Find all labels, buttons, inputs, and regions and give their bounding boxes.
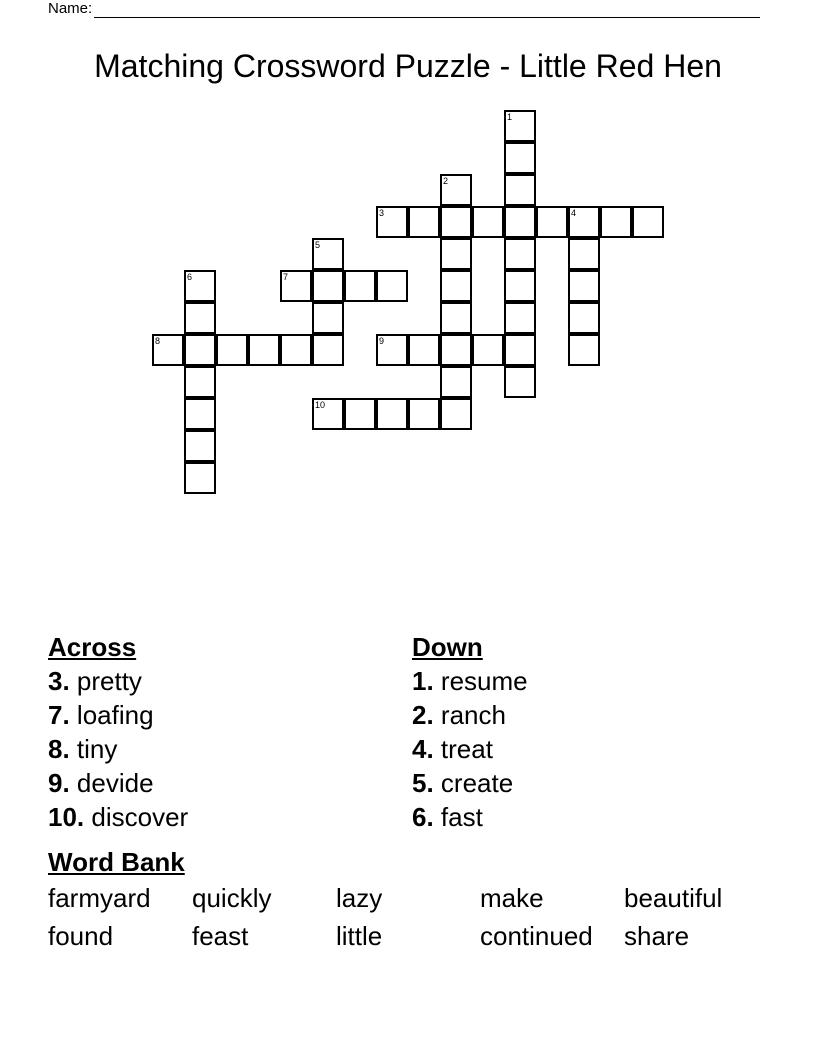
clue-number: 4 — [571, 208, 577, 218]
word-bank — [48, 845, 768, 955]
grid-cell[interactable] — [312, 270, 344, 302]
grid-cell[interactable] — [344, 398, 376, 430]
grid-cell[interactable] — [504, 238, 536, 270]
grid-cell[interactable] — [184, 398, 216, 430]
grid-cell[interactable] — [504, 334, 536, 366]
grid-cell[interactable] — [440, 366, 472, 398]
grid-cell[interactable] — [280, 270, 312, 302]
clue-text: discover — [84, 802, 189, 832]
clue-text: fast — [433, 802, 483, 832]
across-clues — [48, 630, 188, 834]
word-bank-word: beautiful — [624, 883, 723, 913]
grid-cell[interactable] — [568, 302, 600, 334]
clue-number: 10. — [48, 802, 85, 832]
clue-number: 8 — [155, 336, 161, 346]
name-label: Name: — [48, 0, 93, 17]
down-list — [412, 664, 528, 834]
clue-number: 4. — [412, 734, 434, 764]
grid-cell[interactable] — [376, 270, 408, 302]
word-bank-word: continued — [480, 921, 593, 951]
grid-cell[interactable] — [376, 206, 408, 238]
grid-cell[interactable] — [312, 302, 344, 334]
grid-cell[interactable] — [376, 334, 408, 366]
grid-cell[interactable] — [440, 270, 472, 302]
grid-cell[interactable] — [184, 462, 216, 494]
clue-text: resume — [433, 666, 528, 696]
clue-item — [48, 800, 188, 834]
grid-cell[interactable] — [312, 398, 344, 430]
grid-cell[interactable] — [504, 174, 536, 206]
grid-cell[interactable] — [312, 238, 344, 270]
clue-number: 6. — [412, 802, 434, 832]
grid-cell[interactable] — [600, 206, 632, 238]
page-title: Matching Crossword Puzzle - Little Red Hen — [94, 48, 722, 84]
clue-number: 1 — [507, 112, 513, 122]
clue-item — [412, 698, 528, 732]
grid-cell[interactable] — [440, 206, 472, 238]
grid-cell[interactable] — [440, 334, 472, 366]
grid-cell[interactable] — [568, 206, 600, 238]
clue-text: tiny — [69, 734, 118, 764]
clue-item — [48, 766, 188, 800]
word-bank-word: quickly — [192, 883, 272, 913]
clue-number: 7 — [283, 272, 289, 282]
grid-cell[interactable] — [504, 366, 536, 398]
grid-cell[interactable] — [440, 238, 472, 270]
clue-text: create — [433, 768, 514, 798]
word-bank-word: farmyard — [48, 883, 151, 913]
grid-cell[interactable] — [408, 206, 440, 238]
grid-cell[interactable] — [184, 302, 216, 334]
clue-number: 1. — [412, 666, 434, 696]
clue-item — [48, 664, 188, 698]
grid-cell[interactable] — [312, 334, 344, 366]
grid-cell[interactable] — [440, 398, 472, 430]
clue-number: 2. — [412, 700, 434, 730]
grid-cell[interactable] — [344, 270, 376, 302]
clue-item — [412, 800, 528, 834]
grid-cell[interactable] — [216, 334, 248, 366]
clue-item — [48, 732, 188, 766]
grid-cell[interactable] — [152, 334, 184, 366]
clue-text: pretty — [69, 666, 142, 696]
grid-cell[interactable] — [184, 334, 216, 366]
clue-item — [48, 698, 188, 732]
grid-cell[interactable] — [440, 174, 472, 206]
grid-cell[interactable] — [504, 206, 536, 238]
clue-number: 9 — [379, 336, 385, 346]
across-list — [48, 664, 188, 834]
grid-cell[interactable] — [280, 334, 312, 366]
clue-text: ranch — [433, 700, 506, 730]
word-bank-list — [48, 879, 768, 955]
word-bank-heading: Word Bank — [48, 847, 185, 877]
grid-cell[interactable] — [536, 206, 568, 238]
clue-number: 9. — [48, 768, 70, 798]
word-bank-word: lazy — [336, 883, 383, 913]
grid-cell[interactable] — [568, 238, 600, 270]
word-bank-word: make — [480, 883, 544, 913]
down-heading: Down — [412, 632, 483, 662]
grid-cell[interactable] — [440, 302, 472, 334]
clue-text: loafing — [69, 700, 154, 730]
grid-cell[interactable] — [248, 334, 280, 366]
grid-cell[interactable] — [568, 270, 600, 302]
grid-cell[interactable] — [472, 206, 504, 238]
clue-number: 8. — [48, 734, 70, 764]
grid-cell[interactable] — [184, 430, 216, 462]
grid-cell[interactable] — [568, 334, 600, 366]
across-heading: Across — [48, 632, 137, 662]
clue-number: 7. — [48, 700, 70, 730]
grid-cell[interactable] — [408, 334, 440, 366]
word-bank-word: share — [624, 921, 690, 951]
clue-number: 5. — [412, 768, 434, 798]
clue-number: 5 — [315, 240, 321, 250]
grid-cell[interactable] — [472, 334, 504, 366]
grid-cell[interactable] — [504, 302, 536, 334]
grid-cell[interactable] — [184, 270, 216, 302]
grid-cell[interactable] — [504, 270, 536, 302]
word-bank-word: feast — [192, 921, 249, 951]
grid-cell[interactable] — [504, 110, 536, 142]
clue-number: 6 — [187, 272, 193, 282]
clue-number: 3. — [48, 666, 70, 696]
clue-number: 3 — [379, 208, 385, 218]
grid-cell[interactable] — [504, 142, 536, 174]
down-clues — [412, 630, 528, 834]
grid-cell[interactable] — [184, 366, 216, 398]
clue-number: 10 — [315, 400, 326, 410]
word-bank-word: little — [336, 921, 383, 951]
grid-cell[interactable] — [408, 398, 440, 430]
clue-item — [412, 766, 528, 800]
clue-text: treat — [433, 734, 493, 764]
grid-cell[interactable] — [632, 206, 664, 238]
clue-number: 2 — [443, 176, 449, 186]
clue-text: devide — [69, 768, 154, 798]
clue-item — [412, 732, 528, 766]
grid-cell[interactable] — [376, 398, 408, 430]
word-bank-word: found — [48, 921, 114, 951]
clue-item — [412, 664, 528, 698]
